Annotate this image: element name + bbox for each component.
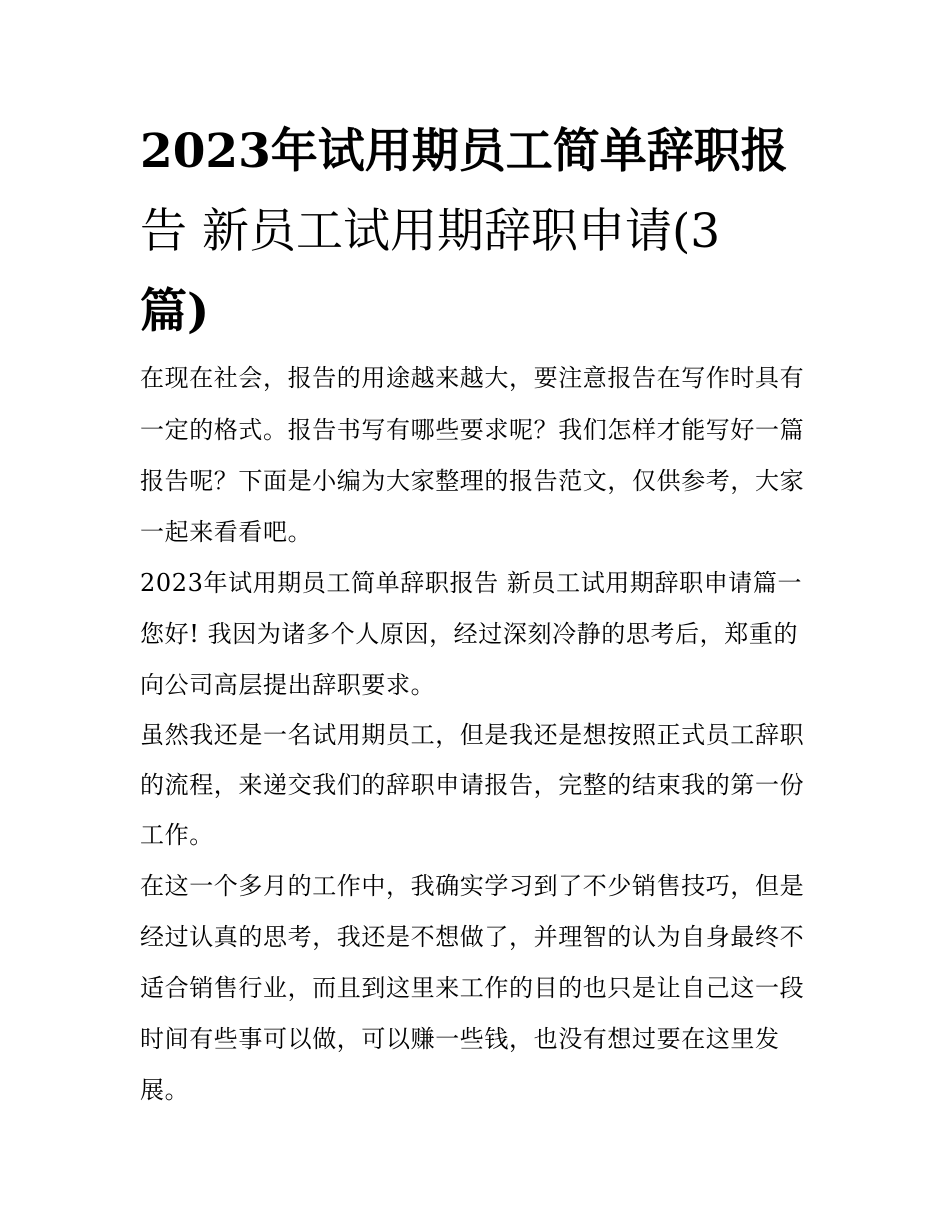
body-paragraph-line: 工作。 — [140, 821, 214, 849]
title-line-2: 告 新员工试用期辞职申请(3 — [140, 204, 721, 259]
intro-paragraph-line: 在现在社会，报告的用途越来越大，要注意报告在写作时具有 — [140, 364, 805, 392]
body-paragraph-line: 展。 — [140, 1076, 190, 1104]
body-paragraph-line: 的流程，来递交我们的辞职申请报告，完整的结束我的第一份 — [140, 771, 805, 799]
body-paragraph-line: 您好! 我因为诸多个人原因，经过深刻冷静的思考后，郑重的 — [140, 620, 799, 648]
title-line-3: 篇) — [140, 284, 210, 339]
body-paragraph-line: 虽然我还是一名试用期员工，但是我还是想按照正式员工辞职 — [140, 721, 805, 749]
intro-paragraph-line: 一定的格式。报告书写有哪些要求呢？我们怎样才能写好一篇 — [140, 416, 805, 444]
section-heading: 2023年试用期员工简单辞职报告 新员工试用期辞职申请篇一 — [140, 569, 803, 597]
intro-paragraph-line: 报告呢？下面是小编为大家整理的报告范文，仅供参考，大家 — [140, 467, 805, 495]
body-paragraph-line: 适合销售行业，而且到这里来工作的目的也只是让自己这一段 — [140, 974, 805, 1002]
document-title — [140, 112, 820, 352]
body-paragraph-line: 经过认真的思考，我还是不想做了，并理智的认为自身最终不 — [140, 923, 805, 951]
title-line-1: 2023年试用期员工简单辞职报 — [140, 124, 788, 179]
body-paragraph-line: 在这一个多月的工作中，我确实学习到了不少销售技巧，但是 — [140, 872, 805, 900]
intro-paragraph-line: 一起来看看吧。 — [140, 518, 313, 546]
body-paragraph-line: 时间有些事可以做，可以赚一些钱，也没有想过要在这里发 — [140, 1025, 780, 1053]
body-paragraph-line: 向公司高层提出辞职要求。 — [140, 671, 436, 699]
